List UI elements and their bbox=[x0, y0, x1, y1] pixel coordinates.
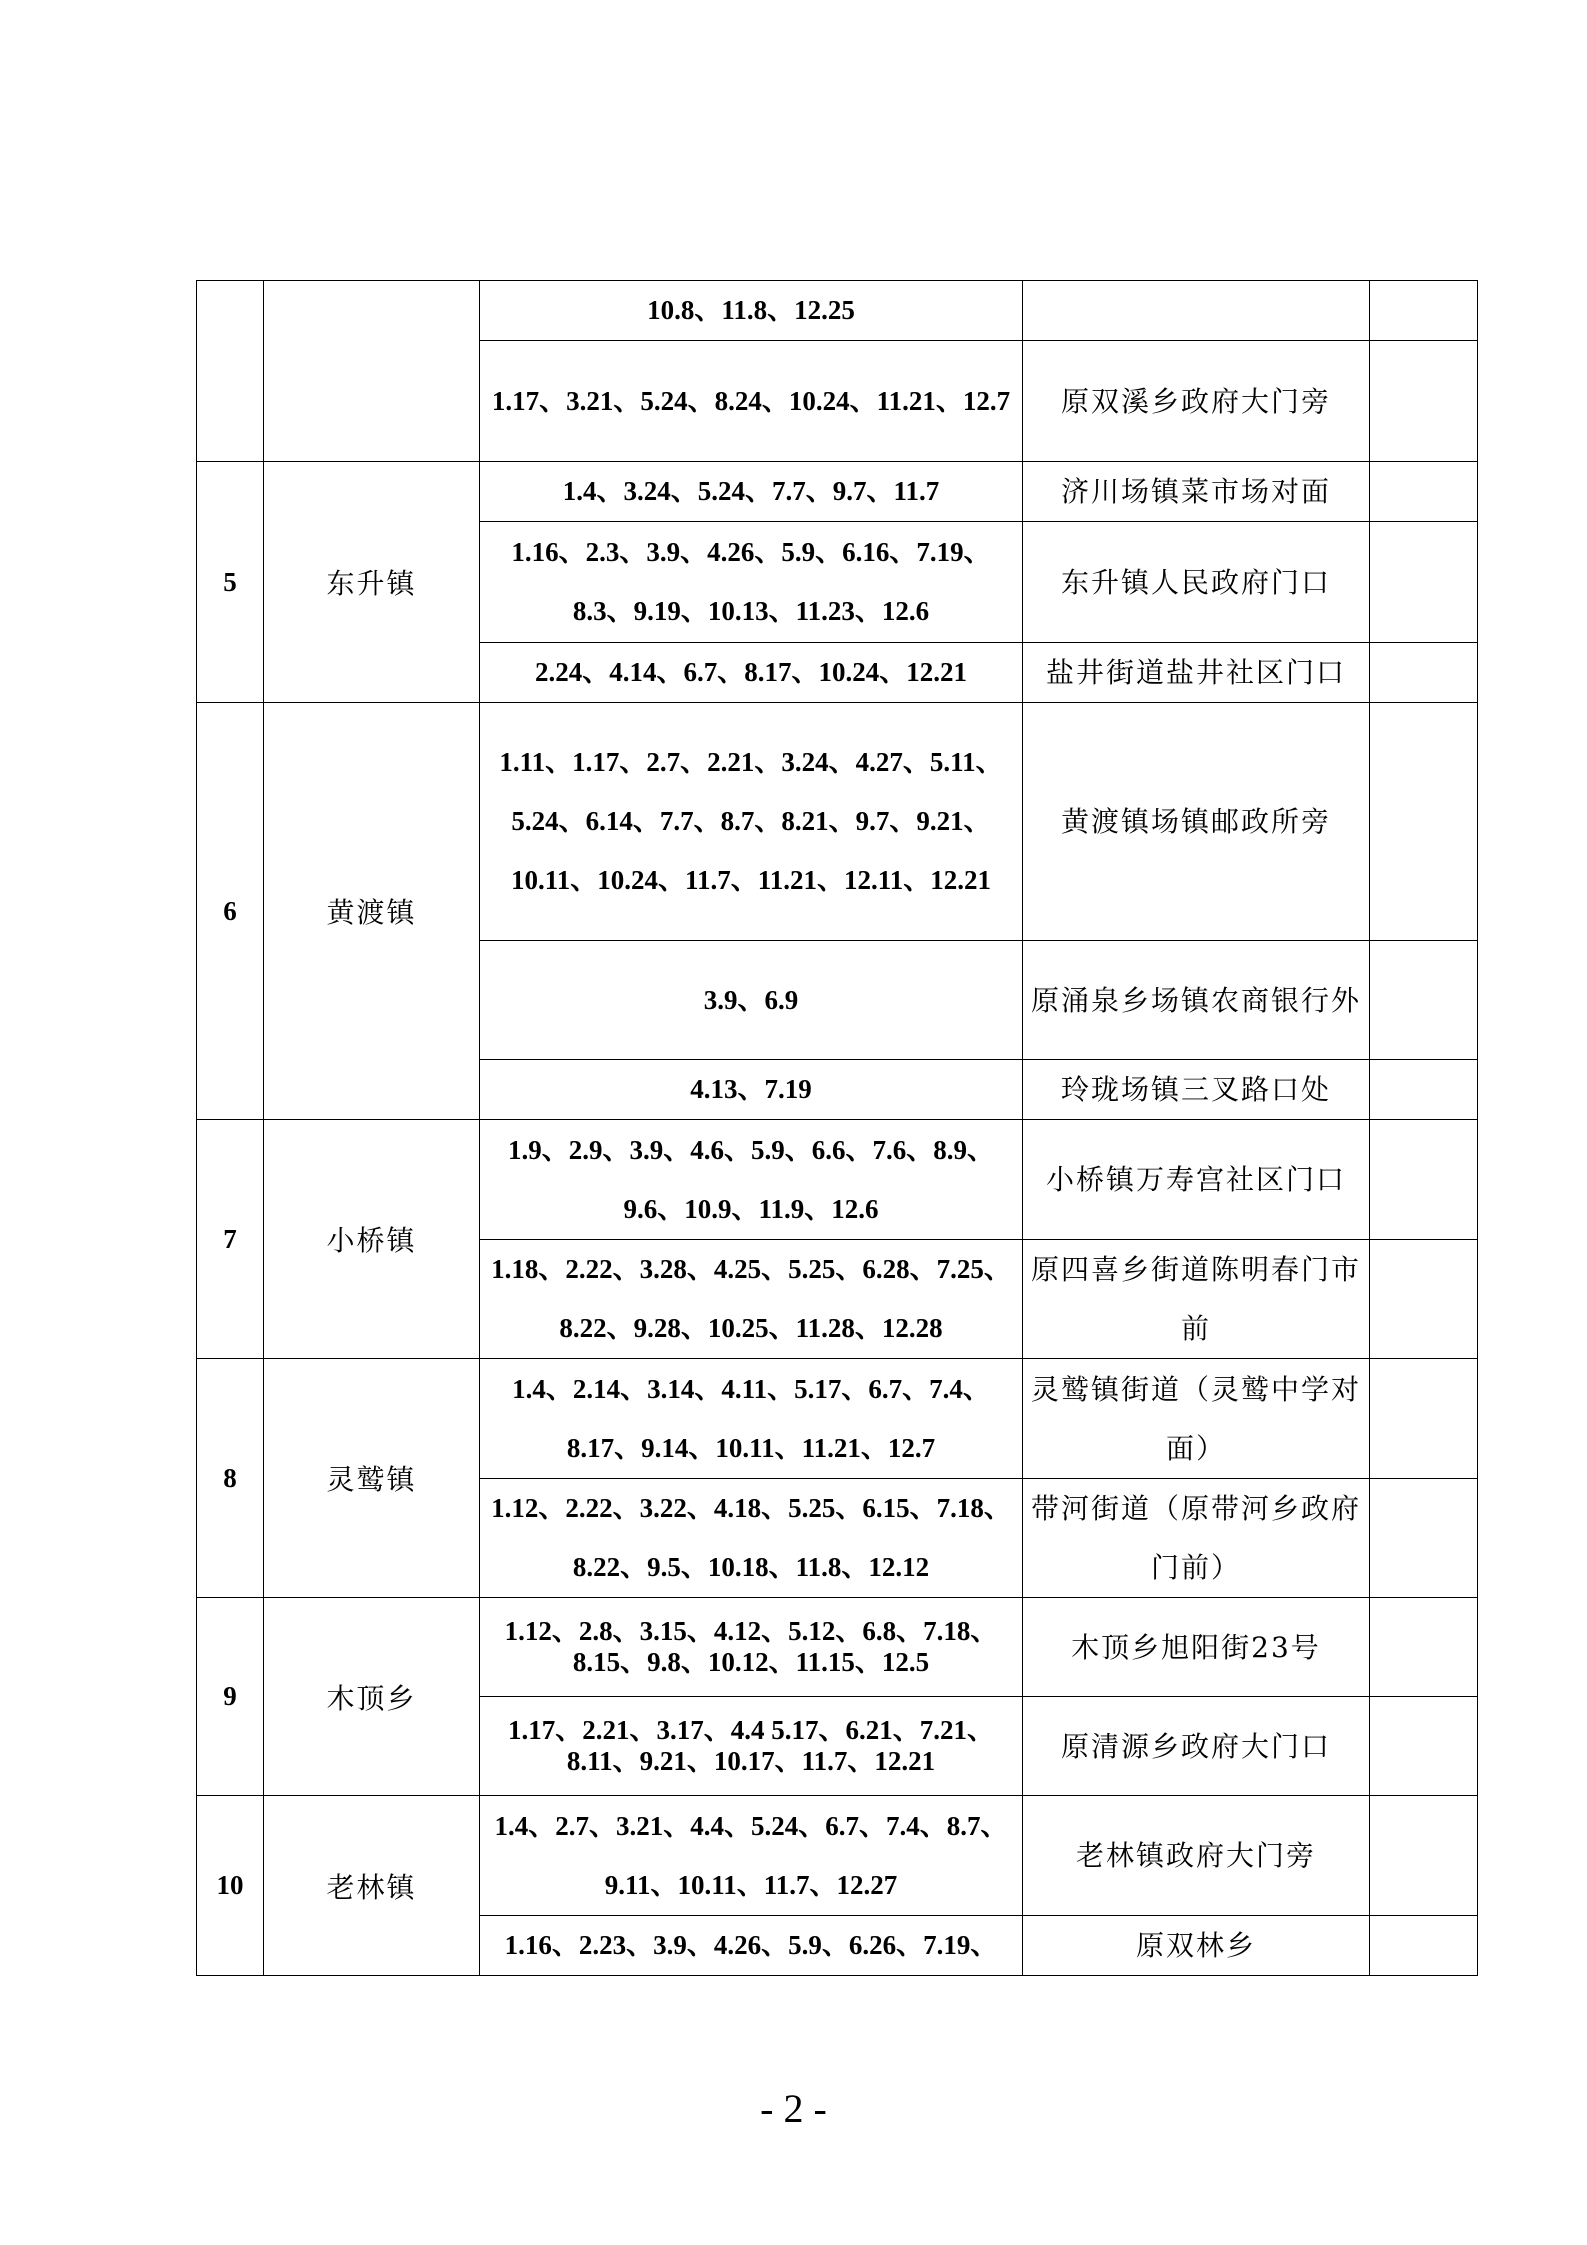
market-dates: 3.9、6.9 bbox=[480, 941, 1023, 1060]
market-dates: 1.16、2.23、3.9、4.26、5.9、6.26、7.19、 bbox=[480, 1916, 1023, 1976]
table-row bbox=[197, 281, 1478, 341]
market-dates: 1.9、2.9、3.9、4.6、5.9、6.6、7.6、8.9、9.6、10.9、11.9、12.6 bbox=[480, 1120, 1023, 1240]
market-dates: 1.4、2.14、3.14、4.11、5.17、6.7、7.4、8.17、9.14、10.11、11.21、12.7 bbox=[480, 1359, 1023, 1479]
market-location: 老林镇政府大门旁 bbox=[1023, 1796, 1370, 1916]
market-location: 原双林乡 bbox=[1023, 1916, 1370, 1976]
town-name: 灵鹫镇 bbox=[264, 1359, 480, 1598]
market-dates: 2.24、4.14、6.7、8.17、10.24、12.21 bbox=[480, 643, 1023, 703]
market-dates: 1.11、1.17、2.7、2.21、3.24、4.27、5.11、5.24、6.14、7.7、8.7、8.21、9.7、9.21、10.11、10.24、11.7、11.21、12.11、12.21 bbox=[480, 703, 1023, 941]
row-number: 5 bbox=[197, 462, 264, 703]
remark-cell bbox=[1370, 703, 1478, 941]
market-dates: 1.16、2.3、3.9、4.26、5.9、6.16、7.19、8.3、9.19、10.13、11.23、12.6 bbox=[480, 522, 1023, 643]
remark-cell bbox=[1370, 941, 1478, 1060]
table-row bbox=[197, 1120, 1478, 1240]
remark-cell bbox=[1370, 1796, 1478, 1916]
remark-cell bbox=[1370, 1240, 1478, 1359]
market-location: 小桥镇万寿宫社区门口 bbox=[1023, 1120, 1370, 1240]
market-location: 原清源乡政府大门口 bbox=[1023, 1697, 1370, 1796]
town-name: 小桥镇 bbox=[264, 1120, 480, 1359]
town-name: 老林镇 bbox=[264, 1796, 480, 1976]
row-number: 9 bbox=[197, 1598, 264, 1796]
market-location: 玲珑场镇三叉路口处 bbox=[1023, 1060, 1370, 1120]
table-row bbox=[197, 462, 1478, 522]
market-location: 原涌泉乡场镇农商银行外 bbox=[1023, 941, 1370, 1060]
remark-cell bbox=[1370, 281, 1478, 341]
remark-cell bbox=[1370, 462, 1478, 522]
market-dates: 1.17、2.21、3.17、4.4 5.17、6.21、7.21、8.11、9.21、10.17、11.7、12.21 bbox=[480, 1697, 1023, 1796]
remark-cell bbox=[1370, 1598, 1478, 1697]
market-location: 黄渡镇场镇邮政所旁 bbox=[1023, 703, 1370, 941]
market-location: 济川场镇菜市场对面 bbox=[1023, 462, 1370, 522]
remark-cell bbox=[1370, 1120, 1478, 1240]
town-name: 东升镇 bbox=[264, 462, 480, 703]
market-location: 木顶乡旭阳街23号 bbox=[1023, 1598, 1370, 1697]
market-dates: 4.13、7.19 bbox=[480, 1060, 1023, 1120]
schedule-table bbox=[196, 280, 1478, 1976]
remark-cell bbox=[1370, 341, 1478, 462]
remark-cell bbox=[1370, 522, 1478, 643]
market-location: 带河街道（原带河乡政府门前） bbox=[1023, 1479, 1370, 1598]
town-name bbox=[264, 281, 480, 462]
market-dates: 1.17、3.21、5.24、8.24、10.24、11.21、12.7 bbox=[480, 341, 1023, 462]
table-row bbox=[197, 1598, 1478, 1697]
remark-cell bbox=[1370, 1916, 1478, 1976]
market-location: 灵鹫镇街道（灵鹫中学对面） bbox=[1023, 1359, 1370, 1479]
row-number: 10 bbox=[197, 1796, 264, 1976]
table-row bbox=[197, 703, 1478, 941]
remark-cell bbox=[1370, 1479, 1478, 1598]
page-number: - 2 - bbox=[760, 2086, 827, 2131]
market-dates: 1.12、2.8、3.15、4.12、5.12、6.8、7.18、8.15、9.8、10.12、11.15、12.5 bbox=[480, 1598, 1023, 1697]
row-number: 6 bbox=[197, 703, 264, 1120]
remark-cell bbox=[1370, 1359, 1478, 1479]
table-row bbox=[197, 1359, 1478, 1479]
market-location: 原双溪乡政府大门旁 bbox=[1023, 341, 1370, 462]
market-location bbox=[1023, 281, 1370, 341]
table-row bbox=[197, 1796, 1478, 1916]
market-dates: 10.8、11.8、12.25 bbox=[480, 281, 1023, 341]
market-dates: 1.4、3.24、5.24、7.7、9.7、11.7 bbox=[480, 462, 1023, 522]
market-location: 原四喜乡街道陈明春门市前 bbox=[1023, 1240, 1370, 1359]
market-location: 东升镇人民政府门口 bbox=[1023, 522, 1370, 643]
row-number: 8 bbox=[197, 1359, 264, 1598]
remark-cell bbox=[1370, 1697, 1478, 1796]
market-location: 盐井街道盐井社区门口 bbox=[1023, 643, 1370, 703]
remark-cell bbox=[1370, 1060, 1478, 1120]
market-dates: 1.18、2.22、3.28、4.25、5.25、6.28、7.25、8.22、9.28、10.25、11.28、12.28 bbox=[480, 1240, 1023, 1359]
row-number: 7 bbox=[197, 1120, 264, 1359]
town-name: 木顶乡 bbox=[264, 1598, 480, 1796]
remark-cell bbox=[1370, 643, 1478, 703]
market-dates: 1.12、2.22、3.22、4.18、5.25、6.15、7.18、8.22、9.5、10.18、11.8、12.12 bbox=[480, 1479, 1023, 1598]
market-dates: 1.4、2.7、3.21、4.4、5.24、6.7、7.4、8.7、9.11、10.11、11.7、12.27 bbox=[480, 1796, 1023, 1916]
row-number bbox=[197, 281, 264, 462]
town-name: 黄渡镇 bbox=[264, 703, 480, 1120]
